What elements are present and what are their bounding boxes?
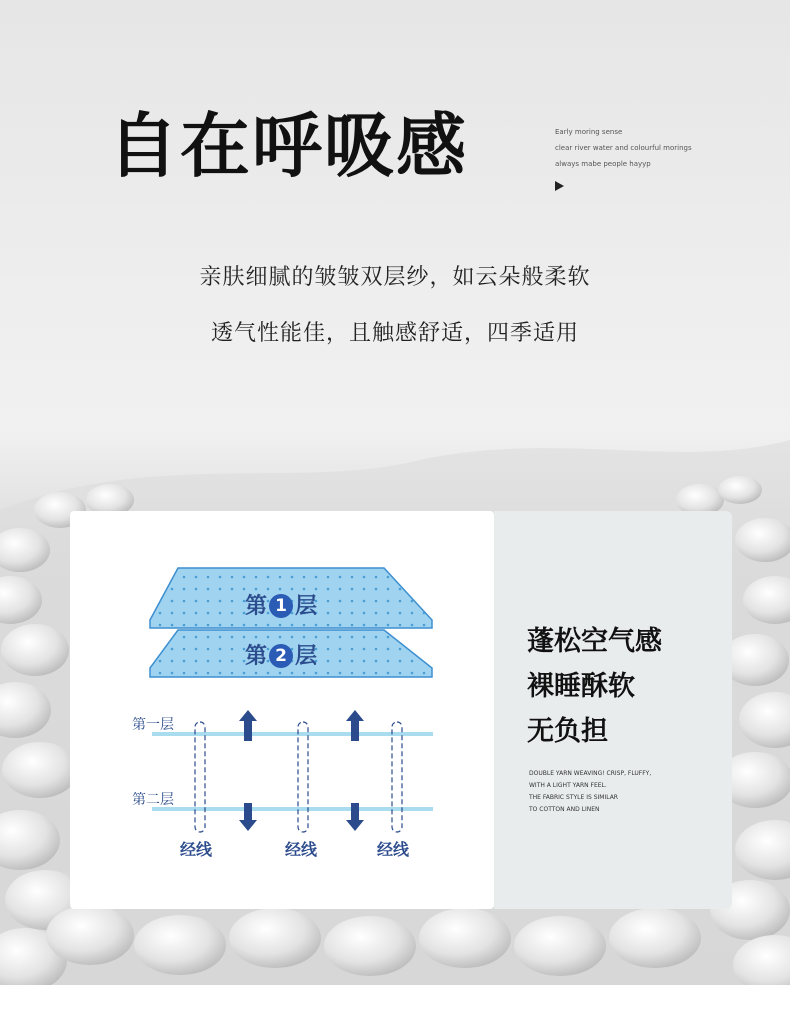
layer-1-label xyxy=(245,589,317,620)
description-line: THE FABRIC STYLE IS SIMILAR xyxy=(529,794,618,801)
arrow-up-icon xyxy=(346,710,364,741)
feature-card xyxy=(494,511,732,909)
warp-label: 经线 xyxy=(180,840,213,859)
subtitle-line: 亲肤细腻的皱皱双层纱，如云朵般柔软 xyxy=(199,265,591,290)
tagline-line: clear river water and colourful morings xyxy=(555,144,692,152)
bottom-strip xyxy=(0,985,790,1011)
description-line: DOUBLE YARN WEAVING! CRISP, FLUFFY, xyxy=(529,770,652,777)
layer-2-suffix: 层 xyxy=(295,644,318,669)
side-label-first-layer: 第一层 xyxy=(132,717,174,733)
warp-label: 经线 xyxy=(377,840,410,859)
layer-1-suffix: 层 xyxy=(295,594,318,619)
warp-thread xyxy=(298,722,308,832)
warp-thread xyxy=(392,722,402,832)
side-label-second-layer: 第二层 xyxy=(132,792,174,808)
description-line: TO COTTON AND LINEN xyxy=(529,806,600,813)
arrow-up-icon xyxy=(239,710,257,741)
layer-2-label xyxy=(245,639,317,670)
hero-title: 自在呼吸感 xyxy=(108,105,468,187)
feature-line: 蓬松空气感 xyxy=(527,626,662,657)
subtitle-line: 透气性能佳，且触感舒适，四季适用 xyxy=(210,321,579,346)
layer-2-number-badge: 2 xyxy=(269,644,293,668)
tagline xyxy=(555,124,755,172)
layer-1-number-badge: 1 xyxy=(269,594,293,618)
layer-2-prefix: 第 xyxy=(245,644,268,669)
layer-diagram xyxy=(70,511,494,909)
play-icon[interactable] xyxy=(555,181,564,191)
layer-diagram-card xyxy=(70,511,494,909)
feature-description xyxy=(529,768,719,816)
layer-1-prefix: 第 xyxy=(245,594,268,619)
description-line: WITH A LIGHT YARN FEEL. xyxy=(529,782,607,789)
tagline-line: Early moring sense xyxy=(555,128,623,136)
feature-line: 裸睡酥软 xyxy=(527,671,635,702)
warp-thread xyxy=(195,722,205,832)
warp-label: 经线 xyxy=(285,840,318,859)
feature-line: 无负担 xyxy=(527,716,608,747)
tagline-line: always mabe people hayyp xyxy=(555,160,651,168)
